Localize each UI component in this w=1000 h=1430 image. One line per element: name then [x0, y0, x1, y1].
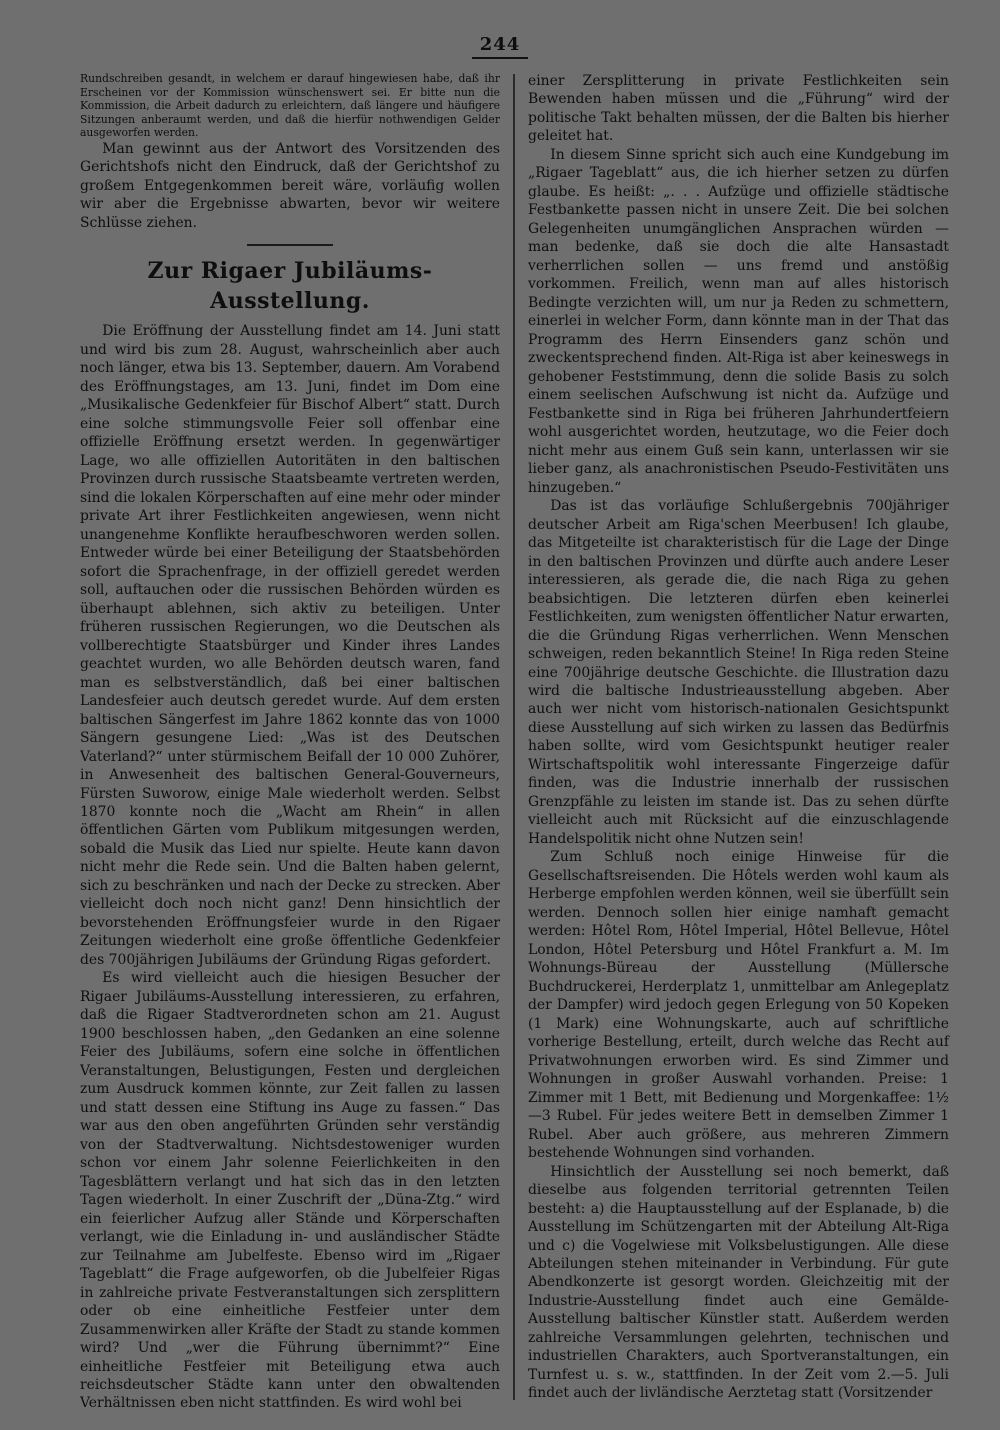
intro-small-text: Rundschreiben gesandt, in welchem er darauf hingewiesen habe, daß ihr Erscheinen vor der Kommission wünschenswert sei. Er bitte nun die Kommission, die Arbeit dadurch zu erleichtern, daß längere und häufigere Sitzungen anberaumt werden, und daß die hierfür nothwendigen Gelder ausgeworfen werden. — [80, 72, 500, 140]
column-divider — [513, 74, 515, 1400]
article-headline: Zur Rigaer Jubiläums-Ausstellung. — [147, 258, 433, 315]
article-paragraph-1: Die Eröffnung der Ausstellung findet am 14. Juni statt und wird bis zum 28. August, wahrscheinlich aber auch noch länger, etwa bis 13. September, dauern. Am Vorabend des Eröffnungstages, am 13. Juni, findet im Dom eine „Musikalische Gedenkfeier für Bischof Albert“ statt. Durch eine solche stimmungsvolle Feier soll offenbar eine offizielle Eröffnung ersetzt werden. In gegenwärtiger Lage, wo alle offiziellen Autoritäten in den baltischen Provinzen durch russische Staatsbeamte vertreten werden, sind die lokalen Körperschaften auf eine mehr oder minder private Art ihrer Festlichkeiten angewiesen, wenn nicht unangenehme Konflikte heraufbeschworen werden sollen. Entweder würde bei einer Beteiligung der Staatsbehörden sofort die Sprachenfrage, in der offiziell geredet werden soll, auftauchen oder die russischen Behörden würden es überhaupt ablehnen, sich aktiv zu beteiligen. Unter früheren russischen Regierungen, wo die Deutschen als vollberechtigte Staatsbürger und Kinder ihres Landes geachtet wurden, wo alle Behörden deutsch waren, fand man es selbstverständlich, daß bei einer baltischen Landesfeier auch deutsch geredet wurde. Auf dem ersten baltischen Sängerfest im Jahre 1862 konnte das von 1000 Sängern gesungene Lied: „Was ist des Deutschen Vaterland?“ unter stürmischem Beifall der 10 000 Zuhörer, in Anwesenheit des baltischen General-Gouverneurs, Fürsten Suworow, einige Male wiederholt werden. Selbst 1870 konnte noch die „Wacht am Rhein“ in allen öffentlichen Gärten vom Publikum mitgesungen werden, sobald die Musik das Lied nur spielte. Heute kann davon nicht mehr die Rede sein. Und die Balten haben gelernt, sich zu beschränken und nach der Decke zu strecken. Aber vielleicht doch noch nicht ganz! Denn hinsichtlich der bevorstehenden Eröffnungsfeier wurde in den Rigaer Zeitungen wiederholt eine große öffentliche Gedenkfeier des 700jährigen Jubiläums der Gründung Rigas gefordert. — [80, 323, 500, 968]
article-paragraph-2: Es wird vielleicht auch die hiesigen Besucher der Rigaer Jubiläums-Ausstellung interessieren, zu erfahren, daß die Rigaer Stadtverordneten schon am 21. August 1900 beschlossen haben, „den Gedanken an eine solenne Feier des Jubiläums, sofern eine solche in öffentlichen Veranstaltungen, Belustigungen, Festen und dergleichen zum Ausdruck kommen könnte, zur Zeit fallen zu lassen und statt dessen eine Stiftung ins Auge zu fassen.“ Das war aus den oben angeführten Gründen sehr verständig von der Stadtverwaltung. Nichtsdestoweniger wurden schon vor einem Jahr solenne Feierlichkeiten in den Tagesblättern verlangt und hat sich das in den letzten Tagen wiederholt. In einer Zuschrift der „Düna-Ztg.“ wird ein feierlicher Aufzug aller Stände und Körperschaften verlangt, wie die Einladung in- und ausländischer Städte zur Teilnahme am Jubelfeste. Ebenso wird im „Rigaer Tageblatt“ die Frage aufgeworfen, ob die Jubelfeier Rigas in zahlreiche private Festveranstaltungen sich zersplittern oder ob eine einheitliche Festfeier unter dem Zusammenwirken aller Kräfte der Stadt zu stande kommen wird? Und „wer die Führung übernimmt?“ Eine einheitliche Festfeier mit Beteiligung etwa auch reichsdeutscher Städte kann unter den obwaltenden Verhältnissen eben nicht stattfinden. Es wird wohl bei — [80, 970, 500, 1412]
article-paragraph-3: einer Zersplitterung in private Festlichkeiten sein Bewenden haben müssen und die „Führung“ wird der politische Takt behalten müssen, der die Balten bis hierher geleitet hat. — [528, 73, 949, 145]
article-paragraph-6: Zum Schluß noch einige Hinweise für die Gesellschaftsreisenden. Die Hôtels werden wohl kaum als Herberge empfohlen werden können, weil sie überfüllt sein werden. Dennoch sollen hier einige namhaft gemacht werden: Hôtel Rom, Hôtel Imperial, Hôtel Bellevue, Hôtel London, Hôtel Petersburg und Hôtel Frankfurt a. M. Im Wohnungs-Büreau der Ausstellung (Müllersche Buchdruckerei, Herderplatz 1, unmittelbar am Anlegeplatz der Dampfer) wird jedoch gegen Erlegung von 50 Kopeken (1 Mark) eine Wohnungskarte, auch auf schriftliche vorherige Bestellung, erteilt, durch welche das Recht auf Privatwohnungen erworben wird. Es sind Zimmer und Wohnungen in großer Auswahl vorhanden. Preise: 1 Zimmer mit 1 Bett, mit Bedienung und Morgenkaffee: 1½—3 Rubel. Für jedes weitere Bett in demselben Zimmer 1 Rubel. Aber auch größere, aus mehreren Zimmern bestehende Wohnungen sind vorhanden. — [528, 849, 949, 1162]
article-paragraph-4: In diesem Sinne spricht sich auch eine Kundgebung im „Rigaer Tageblatt“ aus, die ich hierher setzen zu dürfen glaube. Es heißt: „. . . Aufzüge und offizielle städtische Festbankette passen nicht in unsere Zeit. Die bei solchen Gelegenheiten unumgänglichen Ansprachen würden — man bedenke, daß sie doch die alte Hansastadt verherrlichen sollen — uns fremd und anstößig vorkommen. Freilich, wenn man auf alles historisch Bedingte verzichten will, um nur ja Reden zu schmettern, einerlei in welcher Form, dann könnte man in der That das Programm des Herrn Einsenders ganz schön und zweckentsprechend finden. Alt-Riga ist aber keineswegs in gehobener Feststimmung, denn die solide Basis zu solch einem seelischen Aufschwung ist nicht da. Aufzüge und Festbankette sind in Riga bei früheren Jahrhundertfeiern wohl ausgerichtet worden, heutzutage, wo die Feier doch nicht mehr aus einem Guß sein kann, unterlassen wir sie lieber ganz, als anachronistischen Pseudo-Festivitäten uns hinzugeben.“ — [528, 146, 949, 496]
article-paragraph-7: Hinsichtlich der Ausstellung sei noch bemerkt, daß dieselbe aus folgenden territorial getrennten Teilen besteht: a) die Hauptausstellung auf der Esplanade, b) die Ausstellung im Schützengarten mit der Abteilung Alt-Riga und c) die Vogelwiese mit Volksbelustigungen. Alle diese Abteilungen stehen miteinander in Verbindung. Für gute Abendkonzerte ist gesorgt worden. Gleichzeitig mit der Industrie-Ausstellung findet auch eine Gemälde-Ausstellung baltischer Künstler statt. Außerdem werden zahlreiche Versammlungen gelehrten, technischen und industriellen Charakters, auch Sportveranstaltungen, ein Turnfest u. s. w., stattfinden. In der Zeit vom 2.—5. Juli findet auch der livländische Aerztetag statt (Vorsitzender — [528, 1163, 949, 1402]
left-column — [80, 72, 500, 1413]
section-divider — [247, 244, 333, 246]
intro-paragraph: Man gewinnt aus der Antwort des Vorsitzenden des Gerichtshofs nicht den Eindruck, daß der Gerichtshof zu großem Entgegenkommen bereit wäre, vorläufig wollen wir aber die Ergebnisse abwarten, bevor wir weitere Schlüsse ziehen. — [80, 140, 500, 231]
right-column — [528, 72, 949, 1403]
page-number: 244 — [0, 34, 1000, 59]
article-paragraph-5: Das ist das vorläufige Schlußergebnis 700jähriger deutscher Arbeit am Riga'schen Meerbusen! Ich glaube, das Mitgeteilte ist charakteristisch für die Lage der Dinge in den baltischen Provinzen und dürfte auch andere Leser interessieren, als gerade die, die nach Riga zu gehen beabsichtigen. Die letzteren dürfen eben keinerlei Festlichkeiten, zum wenigsten öffentlicher Natur erwarten, die die Gründung Rigas verherrlichen. Wenn Menschen schweigen, reden bekanntlich Steine! In Riga reden Steine eine 700jährige deutsche Geschichte. die Illustration dazu wird die baltische Industrieausstellung abgeben. Aber auch wer nicht vom historisch-nationalen Gesichtspunkt diese Ausstellung auf sich wirken zu lassen das Bedürfnis haben sollte, wird vom Gesichtspunkt heutiger realer Wirtschaftspolitik wohl interessante Fingerzeige dafür finden, was die Industrie innerhalb der russischen Grenzpfähle zu leisten im stande ist. Das zu sehen dürfte vielleicht auch mit Rücksicht auf die einzuschlagende Handelspolitik nicht ohne Nutzen sein! — [528, 498, 949, 847]
